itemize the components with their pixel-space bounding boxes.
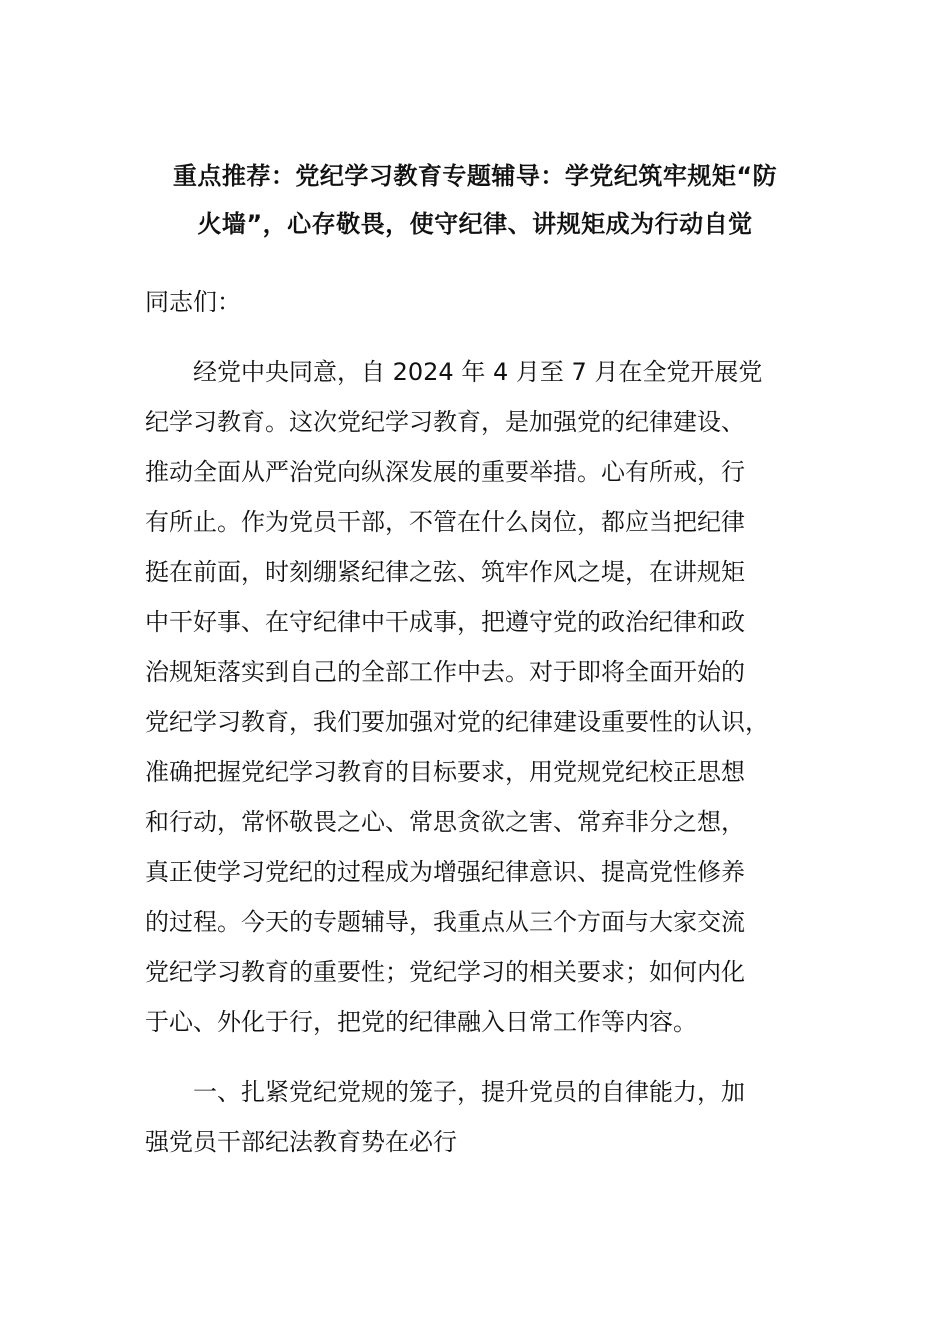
text-line: 有所止。作为党员干部，不管在什么岗位，都应当把纪律 <box>145 508 745 536</box>
text-line: 准确把握党纪学习教育的目标要求，用党规党纪校正思想 <box>145 758 745 786</box>
salutation: 同志们： <box>145 288 241 316</box>
text-line: 和行动，常怀敬畏之心、常思贪欲之害、常弃非分之想， <box>145 808 745 836</box>
body-paragraph <box>145 347 805 1047</box>
text-line: 治规矩落实到自己的全部工作中去。对于即将全面开始的 <box>145 658 745 686</box>
document-title <box>120 152 830 248</box>
text-line: 中干好事、在守纪律中干成事，把遵守党的政治纪律和政 <box>145 608 745 636</box>
section-heading <box>145 1067 805 1167</box>
text-line: 真正使学习党纪的过程成为增强纪律意识、提高党性修养 <box>145 858 745 886</box>
text-line: 的过程。今天的专题辅导，我重点从三个方面与大家交流 <box>145 908 745 936</box>
title-line: 重点推荐：党纪学习教育专题辅导：学党纪筑牢规矩“防 <box>172 162 778 190</box>
text-line: 纪学习教育。这次党纪学习教育，是加强党的纪律建设、 <box>145 408 745 436</box>
text-line: 一、扎紧党纪党规的笼子，提升党员的自律能力，加 <box>145 1078 745 1106</box>
text-line: 党纪学习教育的重要性；党纪学习的相关要求；如何内化 <box>145 958 745 986</box>
text-line: 于心、外化于行，把党的纪律融入日常工作等内容。 <box>145 1008 697 1036</box>
text-line: 强党员干部纪法教育势在必行 <box>145 1128 457 1156</box>
text-line: 党纪学习教育，我们要加强对党的纪律建设重要性的认识， <box>145 708 769 736</box>
text-line: 经党中央同意，自 2024 年 4 月至 7 月在全党开展党 <box>145 358 763 386</box>
title-line: 火墙”，心存敬畏，使守纪律、讲规矩成为行动自觉 <box>197 210 753 238</box>
text-line: 推动全面从严治党向纵深发展的重要举措。心有所戒，行 <box>145 458 745 486</box>
text-line: 挺在前面，时刻绷紧纪律之弦、筑牢作风之堤，在讲规矩 <box>145 558 745 586</box>
